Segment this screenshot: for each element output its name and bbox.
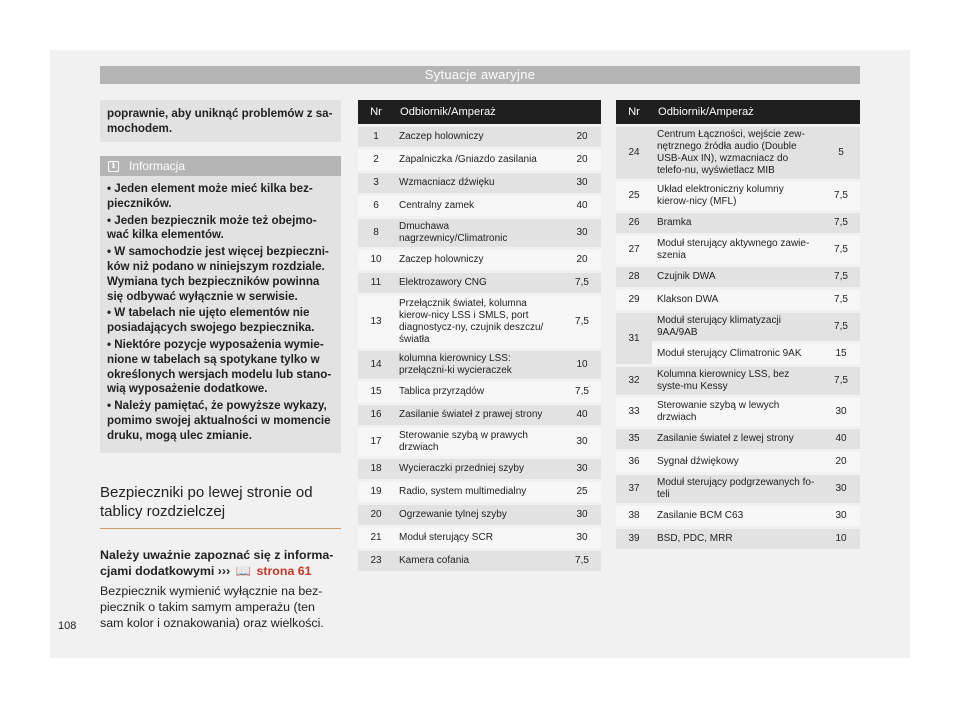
column-header-nr: Nr — [358, 100, 394, 124]
cell-name: Kolumna kierownicy LSS, bez syste-mu Kessy — [652, 367, 822, 395]
cell-nr: 3 — [358, 173, 394, 193]
cell-name: Czujnik DWA — [652, 267, 822, 287]
cell-nr: 24 — [616, 127, 652, 179]
cell-nr: 23 — [358, 551, 394, 571]
table-row — [358, 127, 601, 147]
cell-name: Radio, system multimedialny — [394, 482, 563, 502]
cell-name: Elektrozawory CNG — [394, 273, 563, 293]
cell-amp: 5 — [822, 127, 860, 179]
cell-nr: 27 — [616, 236, 652, 264]
cell-name: Układ elektroniczny kolumny kierow-nicy (MFL) — [652, 182, 822, 210]
cell-name: Moduł sterujący klimatyzacji 9AA/9AB — [652, 313, 822, 341]
cell-nr: 14 — [358, 351, 394, 379]
table-row — [616, 213, 860, 233]
table-row — [358, 150, 601, 170]
cell-amp: 7,5 — [822, 182, 860, 210]
cell-name: Ogrzewanie tylnej szyby — [394, 505, 563, 525]
table-row — [616, 182, 860, 210]
table-row — [616, 429, 860, 449]
table-row — [358, 482, 601, 502]
cell-amp: 30 — [563, 528, 601, 548]
cell-amp: 30 — [563, 219, 601, 247]
cell-nr: 16 — [358, 405, 394, 425]
cell-amp: 20 — [563, 150, 601, 170]
cell-name: Przełącznik świateł, kolumna kierow-nicy LSS i SMLS, port diagnostycz-ny, czujnik deszczu/światła — [394, 296, 563, 348]
cell-amp: 7,5 — [822, 290, 860, 310]
info-item: • W samochodzie jest więcej bezpieczni-ków niż podano w niniejszym rozdziale. Wymiana tych bezpieczników powinna się odbywać wyłącznie w serwisie. — [107, 245, 329, 303]
cell-nr: 38 — [616, 506, 652, 526]
cell-amp: 10 — [822, 529, 860, 549]
info-body — [100, 176, 341, 453]
table-row — [616, 367, 860, 395]
table-row — [358, 551, 601, 571]
cell-amp: 20 — [563, 127, 601, 147]
table-row — [358, 382, 601, 402]
cell-name: Moduł sterujący podgrzewanych fo-teli — [652, 475, 822, 503]
cell-name: Moduł sterujący Climatronic 9AK — [652, 344, 822, 364]
cell-name: Sterowanie szybą w lewych drzwiach — [652, 398, 822, 426]
cell-nr: 36 — [616, 452, 652, 472]
cell-amp: 30 — [822, 475, 860, 503]
table-row — [616, 127, 860, 179]
table-row — [358, 505, 601, 525]
info-title: Informacja — [129, 159, 186, 173]
cell-amp: 30 — [563, 173, 601, 193]
section-title: Bezpieczniki po lewej stronie od tablicy rozdzielczej — [100, 483, 341, 529]
table-row — [358, 459, 601, 479]
note-box: poprawnie, aby uniknąć problemów z sa-mochodem. — [100, 100, 341, 142]
cell-nr: 37 — [616, 475, 652, 503]
column-header-name: Odbiornik/Amperaż — [652, 100, 860, 124]
cell-nr: 6 — [358, 196, 394, 216]
cell-nr: 29 — [616, 290, 652, 310]
info-item: • Należy pamiętać, że powyższe wykazy, pomimo swojej aktualności w momencie druku, mogą ulec zmianie. — [107, 399, 331, 442]
cell-name: Bramka — [652, 213, 822, 233]
cell-name: Zasilanie świateł z lewej strony — [652, 429, 822, 449]
cell-name: kolumna kierownicy LSS: przełączni-ki wycieraczek — [394, 351, 563, 379]
cell-amp: 40 — [563, 405, 601, 425]
table-row — [616, 529, 860, 549]
page-link[interactable]: strona 61 — [256, 563, 312, 578]
fuse-table-2 — [616, 97, 860, 552]
table-row — [358, 428, 601, 456]
cell-nr: 26 — [616, 213, 652, 233]
cell-amp: 40 — [563, 196, 601, 216]
table-row — [358, 196, 601, 216]
cell-name: Kamera cofania — [394, 551, 563, 571]
cell-nr: 17 — [358, 428, 394, 456]
table-row — [358, 173, 601, 193]
info-item: • Niektóre pozycje wyposażenia wymie-nione w tabelach są spotykane tylko w określonych wersjach modelu lub stano-wią wyposażenie dodatkowe. — [107, 337, 332, 396]
section-header: Sytuacje awaryjne — [100, 66, 860, 84]
book-link-icon[interactable]: 📖 — [235, 563, 252, 578]
table-row — [616, 344, 860, 364]
cell-nr: 28 — [616, 267, 652, 287]
cell-name: Sygnał dźwiękowy — [652, 452, 822, 472]
info-item: • W tabelach nie ujęto elementów nie posiadających swojego bezpiecznika. — [107, 306, 315, 335]
table-row — [616, 267, 860, 287]
cell-nr: 32 — [616, 367, 652, 395]
cell-name: BSD, PDC, MRR — [652, 529, 822, 549]
cell-amp: 30 — [822, 506, 860, 526]
table-row — [616, 236, 860, 264]
table-row — [358, 405, 601, 425]
cell-name: Moduł sterujący aktywnego zawie-szenia — [652, 236, 822, 264]
table-row — [358, 273, 601, 293]
cell-amp: 40 — [822, 429, 860, 449]
cell-nr: 15 — [358, 382, 394, 402]
cell-amp: 30 — [563, 428, 601, 456]
cell-name: Zaczep holowniczy — [394, 250, 563, 270]
cell-nr: 10 — [358, 250, 394, 270]
cell-amp: 7,5 — [563, 273, 601, 293]
cell-nr: 11 — [358, 273, 394, 293]
cell-amp: 20 — [563, 250, 601, 270]
cell-amp: 7,5 — [822, 313, 860, 341]
left-column — [100, 100, 341, 631]
cell-nr: 39 — [616, 529, 652, 549]
cell-amp: 7,5 — [822, 236, 860, 264]
section-lead — [100, 547, 341, 579]
table-row — [358, 528, 601, 548]
cell-name: Centralny zamek — [394, 196, 563, 216]
table-row — [616, 290, 860, 310]
cell-amp: 7,5 — [822, 367, 860, 395]
cell-amp: 15 — [822, 344, 860, 364]
cell-nr: 20 — [358, 505, 394, 525]
cell-amp: 20 — [822, 452, 860, 472]
cell-amp: 7,5 — [822, 267, 860, 287]
page-number: 108 — [58, 620, 77, 632]
table-row — [616, 452, 860, 472]
cell-nr: 33 — [616, 398, 652, 426]
info-item: • Jeden element może mieć kilka bez-pieczników. — [107, 182, 313, 210]
section-lead-text: Należy uważnie zapoznać się z informa-cjami dodatkowymi ››› — [100, 547, 334, 578]
cell-name: Sterowanie szybą w prawych drzwiach — [394, 428, 563, 456]
cell-amp: 10 — [563, 351, 601, 379]
column-header-nr: Nr — [616, 100, 652, 124]
cell-name: Wzmacniacz dźwięku — [394, 173, 563, 193]
cell-amp: 30 — [563, 505, 601, 525]
info-header — [100, 156, 341, 176]
cell-nr: 35 — [616, 429, 652, 449]
cell-nr: 2 — [358, 150, 394, 170]
cell-nr: 19 — [358, 482, 394, 502]
cell-nr: 25 — [616, 182, 652, 210]
table-row — [616, 398, 860, 426]
cell-amp: 7,5 — [822, 213, 860, 233]
cell-name: Zasilanie BCM C63 — [652, 506, 822, 526]
cell-name: Tablica przyrządów — [394, 382, 563, 402]
cell-nr: 21 — [358, 528, 394, 548]
cell-name: Zaczep holowniczy — [394, 127, 563, 147]
section-body: Bezpiecznik wymienić wyłącznie na bez-piecznik o takim samym amperażu (ten sam kolor i oznakowania) oraz wielkości. — [100, 583, 324, 630]
table-row — [358, 250, 601, 270]
cell-name: Zasilanie świateł z prawej strony — [394, 405, 563, 425]
cell-amp: 25 — [563, 482, 601, 502]
cell-name: Dmuchawa nagrzewnicy/Climatronic — [394, 219, 563, 247]
cell-amp: 7,5 — [563, 382, 601, 402]
cell-name: Moduł sterujący SCR — [394, 528, 563, 548]
fuse-table-1 — [358, 97, 601, 574]
info-item: • Jeden bezpiecznik może też obejmo-wać kilka elementów. — [107, 213, 317, 242]
table-row — [616, 475, 860, 503]
cell-nr: 8 — [358, 219, 394, 247]
cell-nr: 31 — [616, 313, 652, 364]
cell-amp: 7,5 — [563, 296, 601, 348]
cell-nr: 18 — [358, 459, 394, 479]
info-icon: i — [108, 161, 119, 172]
table-row — [616, 313, 860, 341]
table-row — [358, 296, 601, 348]
cell-name: Wycieraczki przedniej szyby — [394, 459, 563, 479]
column-header-name: Odbiornik/Amperaż — [394, 100, 601, 124]
cell-name: Zapalniczka /Gniazdo zasilania — [394, 150, 563, 170]
cell-amp: 30 — [563, 459, 601, 479]
cell-nr: 1 — [358, 127, 394, 147]
table-row — [358, 351, 601, 379]
cell-amp: 7,5 — [563, 551, 601, 571]
cell-amp: 30 — [822, 398, 860, 426]
info-box — [100, 156, 341, 453]
table-row — [616, 506, 860, 526]
cell-name: Klakson DWA — [652, 290, 822, 310]
cell-nr: 13 — [358, 296, 394, 348]
table-row — [358, 219, 601, 247]
cell-name: Centrum Łączności, wejście zew-nętrznego źródła audio (Double USB-Aux IN), wzmacniacz do telefo-nu, wyświetlacz MIB — [652, 127, 822, 179]
